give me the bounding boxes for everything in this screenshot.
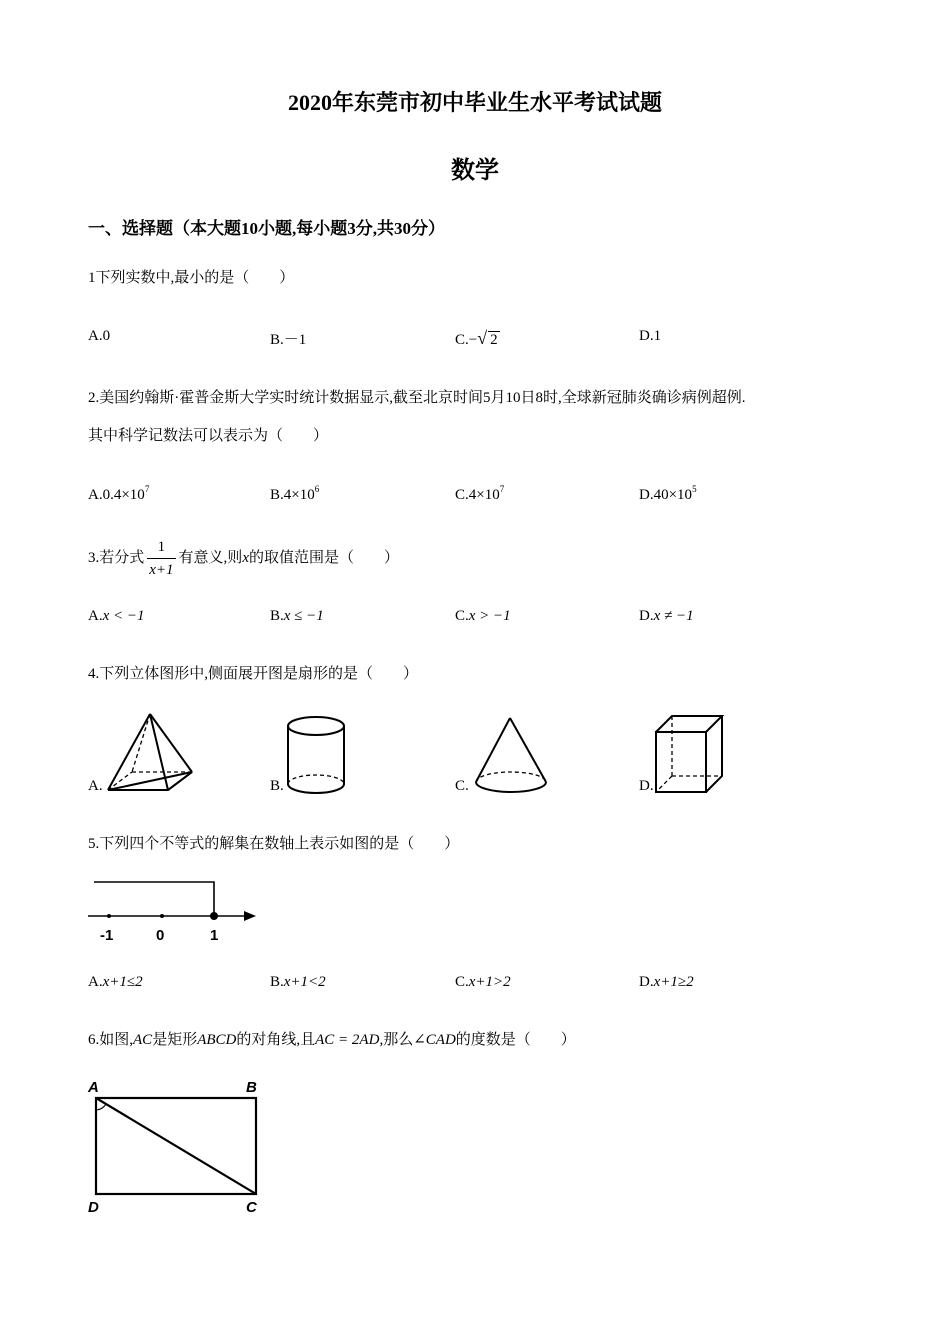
q2-option-b <box>270 484 319 504</box>
question-5-stem: 5.下列四个不等式的解集在数轴上表示如图的是（ ） <box>88 836 460 852</box>
option-expression: x+1<2 <box>283 974 326 990</box>
stem-mid: 有意义,则 <box>178 549 243 566</box>
q4-option-a: A. <box>88 778 103 794</box>
option-label: C. <box>455 608 469 624</box>
option-exponent: 5 <box>692 484 697 494</box>
q5-option-d <box>639 974 694 991</box>
section-heading: 一、选择题（本大题10小题,每小题3分,共30分） <box>88 219 445 238</box>
option-label: A. <box>88 608 103 624</box>
option-expression: x ≤ −1 <box>283 608 324 624</box>
stem-mid-3: ,那么 <box>379 1032 414 1048</box>
option-expression: x < −1 <box>102 608 145 624</box>
stem-prefix: 3.若分式 <box>88 549 145 566</box>
vertex-label-b: B <box>246 1079 257 1096</box>
q3-option-c <box>455 608 511 625</box>
fraction-denominator: x+1 <box>149 562 174 578</box>
vertex-label-c: C <box>246 1199 257 1216</box>
fraction-numerator: 1 <box>147 536 175 559</box>
q1-option-c <box>455 328 500 349</box>
option-label: C. <box>455 487 469 503</box>
vertex-label-a: A <box>88 1079 99 1096</box>
exam-title: 2020年东莞市初中毕业生水平考试试题 <box>287 90 662 115</box>
sqrt-radical: √ <box>477 328 488 348</box>
option-label: D. <box>639 608 654 624</box>
q1-option-b: B.－1 <box>270 332 307 348</box>
option-base: 40×10 <box>653 487 693 503</box>
q5-option-b <box>270 974 326 991</box>
axis-label-neg-one: -1 <box>100 927 114 944</box>
stem-suffix: 的度数是（ ） <box>455 1032 576 1048</box>
q3-option-d <box>639 608 694 625</box>
fraction <box>147 536 175 581</box>
option-label: A. <box>88 974 103 990</box>
option-label: B. <box>270 608 284 624</box>
q3-option-b <box>270 608 324 625</box>
option-expression: x+1>2 <box>468 974 511 990</box>
rectangle-name: ABCD <box>197 1032 237 1048</box>
question-2-stem-line2: 其中科学记数法可以表示为（ ） <box>88 428 329 444</box>
q2-option-c <box>455 484 504 504</box>
stem-suffix: 的取值范围是（ ） <box>248 549 399 566</box>
stem-prefix: 6.如图, <box>88 1032 134 1048</box>
question-3-stem <box>88 536 399 581</box>
q4-option-c: C. <box>455 778 469 794</box>
angle-cad: ∠CAD <box>413 1032 456 1048</box>
option-expression: x > −1 <box>468 608 511 624</box>
subject-title: 数学 <box>451 158 499 184</box>
cylinder-figure <box>280 712 352 798</box>
option-label: D. <box>639 974 654 990</box>
option-label: D. <box>639 487 654 503</box>
q3-option-a <box>88 608 145 625</box>
option-expression: x ≠ −1 <box>653 608 694 624</box>
number-line-figure <box>86 872 262 944</box>
minus-sign: − <box>468 332 478 348</box>
question-1-stem: 1下列实数中,最小的是（ ） <box>88 270 295 286</box>
stem-mid-1: 是矩形 <box>152 1032 198 1048</box>
option-label: B. <box>270 487 284 503</box>
variable: x <box>242 549 249 566</box>
option-expression: x+1≥2 <box>653 974 694 990</box>
q4-option-b: B. <box>270 778 284 794</box>
cone-figure <box>470 714 556 800</box>
q5-option-c <box>455 974 511 991</box>
segment-ac: AC <box>133 1032 153 1048</box>
question-2-stem-line1: 2.美国约翰斯·霍普金斯大学实时统计数据显示,截至北京时间5月10日8时,全球新冠肺炎确诊病例超例. <box>88 390 746 406</box>
option-label: B. <box>270 974 284 990</box>
question-6-stem <box>88 1028 576 1049</box>
equation: AC = 2AD <box>315 1032 380 1048</box>
rectangle-abcd-figure <box>84 1074 274 1218</box>
option-base: 0.4×10 <box>102 487 145 503</box>
option-exponent: 7 <box>144 484 150 494</box>
sqrt-radicand: 2 <box>490 332 498 348</box>
option-base: 4×10 <box>283 487 315 503</box>
option-label: C. <box>455 974 469 990</box>
option-expression: x+1≤2 <box>102 974 143 990</box>
cube-figure <box>650 710 730 796</box>
option-exponent: 6 <box>314 484 320 494</box>
option-exponent: 7 <box>499 484 505 494</box>
axis-label-one: 1 <box>210 927 219 944</box>
q2-option-d <box>639 484 697 504</box>
q2-option-a <box>88 484 149 504</box>
q1-option-a: A.0 <box>88 328 111 344</box>
axis-label-zero: 0 <box>156 927 165 944</box>
option-label: A. <box>88 487 103 503</box>
q5-option-a <box>88 974 143 991</box>
option-base: 4×10 <box>468 487 500 503</box>
q4-option-d: D. <box>639 778 654 794</box>
stem-mid-2: 的对角线,且 <box>236 1032 316 1048</box>
question-4-stem: 4.下列立体图形中,侧面展开图是扇形的是（ ） <box>88 666 419 682</box>
q1-option-d: D.1 <box>639 328 662 344</box>
vertex-label-d: D <box>88 1199 99 1216</box>
pyramid-figure <box>100 710 200 796</box>
option-label: C. <box>455 332 469 348</box>
